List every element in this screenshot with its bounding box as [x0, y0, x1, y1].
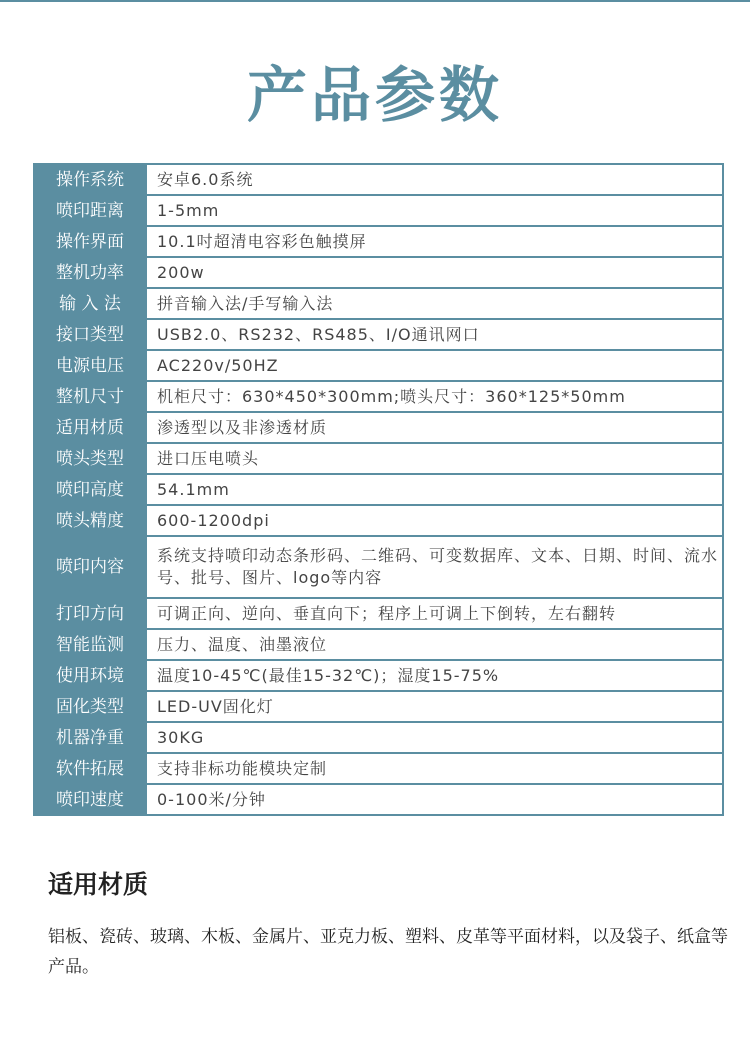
spec-value: 拼音输入法/手写输入法	[146, 288, 723, 319]
spec-value: LED-UV固化灯	[146, 691, 723, 722]
spec-value: AC220v/50HZ	[146, 350, 723, 381]
spec-label: 电源电压	[34, 350, 146, 381]
spec-label: 固化类型	[34, 691, 146, 722]
table-row	[34, 753, 723, 784]
spec-label: 输 入 法	[34, 288, 146, 319]
table-row	[34, 226, 723, 257]
spec-label: 使用环境	[34, 660, 146, 691]
table-row	[34, 443, 723, 474]
materials-description: 铝板、瓷砖、玻璃、木板、金属片、亚克力板、塑料、皮革等平面材料，以及袋子、纸盒等产品。	[48, 927, 728, 977]
spec-value: 600-1200dpi	[146, 505, 723, 536]
table-row	[34, 691, 723, 722]
table-row	[34, 350, 723, 381]
spec-label: 喷头精度	[34, 505, 146, 536]
spec-label: 打印方向	[34, 598, 146, 629]
spec-label: 喷印内容	[34, 536, 146, 598]
table-row	[34, 195, 723, 226]
spec-value: 可调正向、逆向、垂直向下；程序上可调上下倒转，左右翻转	[146, 598, 723, 629]
spec-label: 整机尺寸	[34, 381, 146, 412]
spec-label: 喷头类型	[34, 443, 146, 474]
spec-value: 机柜尺寸：630*450*300mm;喷头尺寸：360*125*50mm	[146, 381, 723, 412]
spec-label: 机器净重	[34, 722, 146, 753]
spec-value: 54.1mm	[146, 474, 723, 505]
table-row	[34, 660, 723, 691]
spec-value: 安卓6.0系统	[146, 164, 723, 195]
table-row	[34, 164, 723, 195]
table-row	[34, 598, 723, 629]
table-row	[34, 381, 723, 412]
page-title: 产品参数	[247, 61, 503, 131]
spec-value: USB2.0、RS232、RS485、I/O通讯网口	[146, 319, 723, 350]
table-row	[34, 536, 723, 598]
spec-value: 支持非标功能模块定制	[146, 753, 723, 784]
spec-value: 10.1吋超清电容彩色触摸屏	[146, 226, 723, 257]
spec-label: 喷印高度	[34, 474, 146, 505]
spec-label: 操作界面	[34, 226, 146, 257]
spec-value: 200w	[146, 257, 723, 288]
spec-value: 压力、温度、油墨液位	[146, 629, 723, 660]
table-row	[34, 722, 723, 753]
spec-label: 适用材质	[34, 412, 146, 443]
materials-heading: 适用材质	[48, 870, 149, 899]
spec-value: 系统支持喷印动态条形码、二维码、可变数据库、文本、日期、时间、流水号、批号、图片、logo等内容	[146, 536, 723, 598]
table-row	[34, 412, 723, 443]
table-row	[34, 288, 723, 319]
table-row	[34, 629, 723, 660]
spec-value: 30KG	[146, 722, 723, 753]
spec-value: 进口压电喷头	[146, 443, 723, 474]
table-row	[34, 784, 723, 815]
table-row	[34, 257, 723, 288]
spec-label: 操作系统	[34, 164, 146, 195]
table-row	[34, 474, 723, 505]
spec-label: 智能监测	[34, 629, 146, 660]
spec-value: 1-5mm	[146, 195, 723, 226]
spec-value: 温度10-45℃(最佳15-32℃)；湿度15-75%	[146, 660, 723, 691]
spec-table	[33, 163, 724, 816]
table-row	[34, 505, 723, 536]
top-divider	[0, 0, 750, 2]
spec-label: 整机功率	[34, 257, 146, 288]
spec-label: 软件拓展	[34, 753, 146, 784]
spec-value: 渗透型以及非渗透材质	[146, 412, 723, 443]
spec-value: 0-100米/分钟	[146, 784, 723, 815]
spec-label: 接口类型	[34, 319, 146, 350]
spec-label: 喷印距离	[34, 195, 146, 226]
spec-label: 喷印速度	[34, 784, 146, 815]
table-row	[34, 319, 723, 350]
